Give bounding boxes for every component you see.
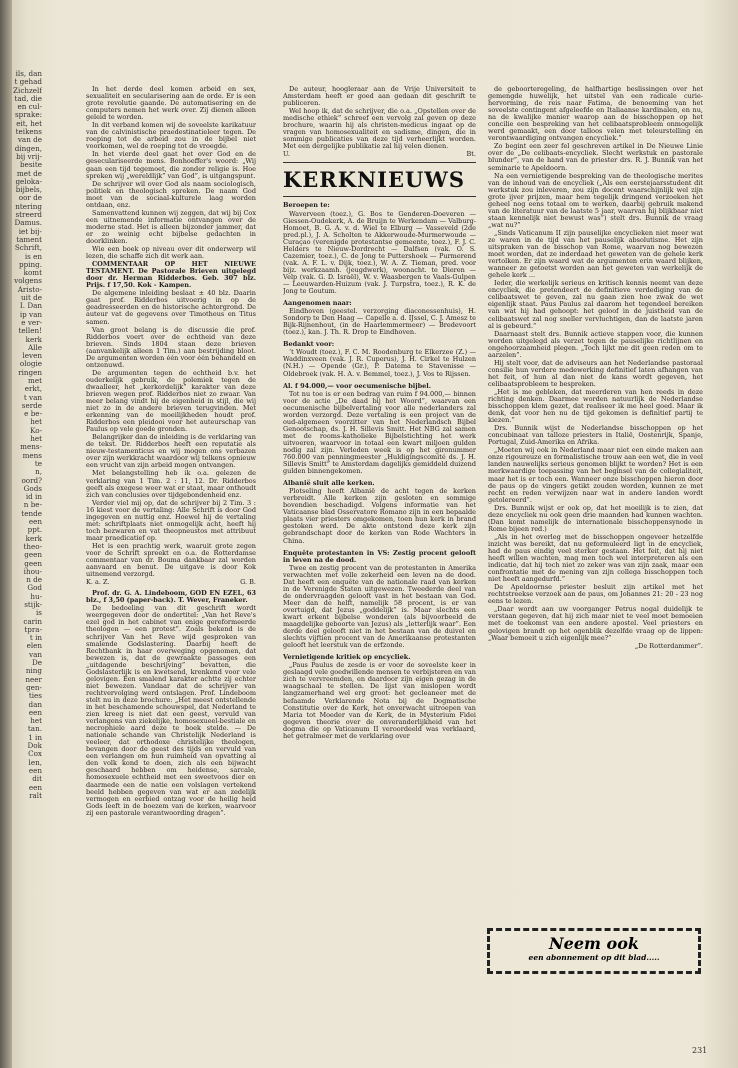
paragraph: Verder viel mij op, dat de schrijver bij 2 Tim. 3 : 16 kiest voor de vertaling: Alle Schrift is door God ingegeven en nuttig enz. Hoewel hij de vertaling met: schriftplaats niet onmogelijk acht, heeft hij toch bezwaren en vat theopneustos met attribuut maar praedicatief op. — [86, 498, 256, 542]
margin-word: gen- — [26, 682, 42, 692]
margin-word: te — [34, 458, 42, 468]
margin-word: mens — [22, 450, 42, 460]
section-heading: KERKNIEUWS — [283, 167, 466, 193]
margin-word: tad, die — [14, 93, 42, 103]
margin-word: dit — [32, 774, 42, 784]
news-subheading: Vernietigende kritiek op encycliek. — [283, 653, 411, 662]
margin-word: tende — [21, 508, 42, 518]
previous-page-margin-text — [12, 70, 42, 1030]
margin-word: erkt, — [24, 384, 42, 394]
margin-word: dingen, — [14, 143, 42, 153]
margin-word: is — [36, 608, 42, 618]
margin-word: dan — [28, 699, 42, 709]
margin-word: iet bij- — [18, 226, 42, 236]
paragraph: Van groot belang is de discussie die prof. Ridderbos voert over de echtheid van deze brieven. Sinds 1804 staan deze brieven (aanvankelijk alleen 1 Tim.) aan bestrijding bloot. De argumenten worden één voor één behandeld en ontzenuwd. — [86, 325, 256, 369]
paragraph: De argumenten tegen de echtheid b.v. het ouderkelijk gebruik, de polemiek tegen de dwaalleer, het „kerkordelijk” karakter van deze brieven wegen prof. Ridderbos niet zo zwaar. Van meer belang vindt hij de eigenheid in stijl, die wij niet zo in de andere brieven terugvinden. Met erkenning van de moeilijkheden houdt prof. Ridderbos een pleidooi voor het auteurschap van Paulus op vele goede gronden. — [86, 368, 256, 434]
news-subheading: Enquête protestanten in VS: Zestig procent gelooft in leven na de dood. — [283, 548, 476, 564]
paragraph: „Het is me gebleken, dat meerderen van hen reeds in deze richting denken. Daarmee worden natuurlijk de Nederlandse bisschoppen klem gezet, dat realiseer ik me heel goed. Maar ik denk, dat voor hen nu de tijd gekomen is definitief partij te kiezen.” — [488, 387, 703, 425]
margin-word: een — [28, 782, 42, 792]
paragraph: De schrijver wil over God als naam sociologisch, politiek en theologisch spreken. De naam God moet van de sociaal-kulturele laag worden ontdaan, enz. — [86, 179, 256, 209]
news-paragraph: Waverveen (toez.), G. Bos te Genderen-Doeveren — Giessen-Oudekerk, A. de Bruijn te Werkendam — Valburg-Homoet, B. G. A. v. d. Wiel te Elburg — Vasseveld (2de pred.pl.), J. A. Scholten te Akkerwoude-Murmerwoude — Curaçao (verenigde protestantse gemeente, toez.), F. J. C. Helders te Nieuw-Dordrecht — Dalfsen (vak. O. S. Cazemier, toez.), C. de Jong te Puttershoek — Purmerend (vak. A. F. L. v. Dijk, toez.), W. A. Z. Tieman, pred. voor bijz. werkzaamh. (jeugdwerk), woonacht. te Dieren — Velp (vak. G. D. Israël), W. v. Waasbergen te Vaals-Gulpen — Leeuwarden-Huizum (vak. J. Turpstra, toez.), R. K. de Jong te Goutum. — [283, 209, 476, 296]
rule — [283, 196, 476, 197]
margin-word: pping. — [18, 259, 42, 269]
margin-word: teikens — [15, 127, 42, 137]
paragraph: Belangrijker dan de inleiding is de verklaring van de tekst. Dr. Ridderbos heeft een reputatie als nieuw-testamenticus en wij mogen ons verbazen over zijn werkkracht waardoor wij telkens opnieuw een vrucht van zijn arbeid mogen ontvangen. — [86, 433, 256, 470]
margin-word: het — [30, 417, 42, 427]
paragraph: Zo begint een zeer fel geschreven artikel in De Nieuwe Linie over de „De celibaats-encycliek. Slecht werkstuk en pastorale blunder”, van de hand van de priester drs. R. J. Bunnik van het seminarie te Apeldoorn. — [488, 142, 703, 172]
paragraph: de geboorteregeling, de halfhartige beslissingen over het gemengde huwelijk, het uitstel van een radicale curie-hervorming, de reis naar Fatima, de benoeming van het soveelste contingent afgeleefde en Italiaanse kardinalen, en nu, na de kwalijke manier waarop aan de bisschoppen op het concilie een bespreking van het celibaatsprobleem onmogelijk werd gemaakt, een door talloos velen met teleurstelling en verontwaardiging ontvangen encycliek.” — [488, 86, 703, 143]
margin-word: I. Dan — [19, 301, 42, 311]
margin-word: van — [29, 649, 42, 659]
news-paragraph: Eindhoven (geestel. verzorging diaconessenhuis), H. Sondorp te Den Haag — Capelle a. d. IJssel, C. J. Amesz te Bijk-Rijnenhout, (in de Haarlemmermeer) — Bredevoort (toez.), kan. J. Th. R. Drop te Eindhoven. — [283, 307, 476, 337]
margin-word: ologie — [19, 359, 42, 369]
margin-word: ties — [28, 691, 42, 701]
margin-word: Alle — [27, 342, 42, 352]
source-attribution: „De Rotterdammer”. — [634, 641, 703, 650]
margin-word: t in — [29, 633, 42, 643]
paragraph: „Als in het overleg met de bisschoppen ongeveer hetzelfde inzicht was bereikt, dat nu geformuleerd ligt in de encycliek, had de paus eindig veel sterker gestaan. Het feit, dat hij niet heeft willen wachten, mag men toch wel interpreteren als een indicatie, dat hij toch niet zo zeker was van zijn zaak, maar een confrontatie met de mening van zijn collega bisschoppen toch niet heeft aangedurfd.” — [488, 532, 703, 584]
news-subheading: Bedankt voor: — [283, 340, 335, 349]
margin-word: Gods — [23, 483, 42, 493]
margin-word: stijk- — [24, 600, 42, 609]
margin-word: carin — [23, 616, 42, 626]
margin-word: het — [30, 434, 42, 444]
margin-word: Dok — [27, 741, 42, 751]
paragraph: Wel hoop ik, dat de schrijver, die o.a. „Opstellen over de medische ethiek” schreef een vervolg zal geven op deze brochure, waarin hij als christen-medicus ingaat op de vragen van homosexualiteit en sadisme, dingen, die in sommige publicaties van deze tijd verheerlijkt worden. Met een dergelijke publikatie zal hij velen dienen. — [283, 107, 476, 151]
page-number: 231 — [692, 1046, 708, 1055]
margin-word: geen — [24, 550, 42, 560]
margin-word: bijbels, — [15, 185, 42, 195]
margin-word: n, — [35, 467, 42, 477]
paragraph: „Sinds Vaticanum II zijn pauselijke encyclieken niet meer wat ze waren in de tijd van het pauselijk absolutisme. Het zijn uitspraken van de bisschop van Rome, waarvan nog bewezen moet worden, dat ze inderdaad het geweten van de gehele kerk vertolken. Er zijn waard wat de argumenten erin waard blijken, wanneer ze getoetst worden aan het geweten van werkelijk de gehele kerk ... — [488, 228, 703, 280]
margin-word: oord? — [21, 475, 42, 485]
margin-word: tan. — [27, 724, 42, 734]
margin-word: en cul- — [17, 102, 42, 112]
paragraph: Hij stelt voor, dat de adviseurs aan het Nederlandse pastoraal consilie hun verdere medewerking definitief laten afhangen van het feit, of hun al dan niet de kans wordt gegeven, het celibaatsprobleem te bespreken. — [488, 358, 703, 388]
paragraph: Drs. Bunnik wijst de Nederlandse bisschoppen op het concubinaat van talloze priesters in Italië, Oostenrijk, Spanje, Portugal, Zuid-Amerika en Afrika. — [488, 424, 703, 447]
rule — [283, 162, 476, 163]
margin-word: elen — [26, 641, 42, 651]
margin-word: met de — [16, 168, 42, 178]
margin-word: oor de — [18, 193, 42, 203]
margin-word: theo- — [23, 541, 42, 551]
news-subheading: Albanië sluit alle kerken. — [283, 479, 375, 488]
news-paragraph: Plotseling heeft Albanië de acht tegen de kerken verbreidt. Alle kerken zijn gesloten en sommige bovendien beschadigd. Volgens informatie van het Vaticaanse blad Osservatore Romano zijn in een bepaalde plaats vier priesters omgekomen, toen hun kerk in brand gestoken werd. De akte ontstond deze kerk zijn gebrandschapt door de kerken van Rode Wachters in China. — [283, 487, 476, 545]
margin-word: 1 in — [28, 732, 42, 742]
margin-word: van de — [17, 135, 42, 145]
margin-word: sprake: — [14, 110, 42, 120]
margin-word: het — [30, 716, 42, 726]
margin-word: n be- — [23, 500, 42, 510]
ad-headline: Neem ook — [549, 934, 639, 953]
margin-word: ip van — [19, 309, 42, 319]
paragraph: De algemene inleiding beslaat ± 40 blz. Daarin gaat prof. Ridderbos uitvoerig in op de geadresseerden en de historische achtergrond. De auteur vat de gegevens over Timotheus en Titus samen. — [86, 289, 256, 326]
signature-left: K. a. Z. — [86, 578, 110, 587]
paragraph: Met belangstelling heb ik o.a. gelezen de verklaring van 1 Tim. 2 : 11, 12. Dr. Ridderbos geeft als exegese weer wat er staat, maar onthoudt zich van conclusies over tijdgebondenheid enz. — [86, 469, 256, 499]
margin-word: ringen — [18, 367, 42, 377]
margin-word: t gehad — [14, 77, 42, 87]
margin-word: n de — [26, 575, 42, 585]
paragraph: Samenvattend kunnen wij zeggen, dat wij bij Cox een uitnemende informatie ontvangen over de moderne stad. Het is alleen bijzonder jammer, dat er zo weinig echt bijbelse gedachten in doorklinken. — [86, 208, 256, 245]
column-middle — [283, 86, 476, 1038]
margin-word: Ko- — [30, 425, 42, 435]
signature-left: U. — [283, 150, 290, 159]
review-signature — [283, 151, 476, 158]
margin-word: ppt. — [27, 525, 42, 535]
margin-word: is en — [24, 251, 42, 261]
margin-word: tpra- — [24, 624, 42, 634]
margin-word: bij vrij- — [16, 151, 42, 161]
margin-word: volgens — [14, 276, 42, 286]
margin-word: t van — [23, 392, 42, 402]
column-left — [86, 86, 256, 1038]
margin-word: Zichzelf — [13, 85, 42, 95]
margin-word: ihou- — [23, 566, 42, 576]
paragraph: De auteur, hoogleraar aan de Vrije Universiteit te Amsterdam heeft er goed aan gedaan dit geschrift te publiceren. — [283, 86, 476, 108]
margin-word: leven — [22, 351, 42, 361]
margin-word: tellen! — [18, 326, 42, 336]
margin-word: Cox — [28, 749, 42, 759]
margin-word: een — [28, 707, 42, 717]
margin-word: Damus. — [14, 218, 42, 228]
margin-word: Schrift, — [14, 243, 42, 253]
margin-word: besite — [20, 160, 42, 170]
news-paragraph: „Paus Paulus de zesde is er voor de soveelste keer in geslaagd vele goedwillende mensen te verbijsteren en van zich te vervreemden, en daardoor zijn eigen gezag in de waagschaal te stellen. De lijst van mislopen wordt langzamerhand wel erg groot: het gecleaneer met de befaamde Verklarende Nota bij de Dogmatische Constitutie over de Kerk, het onverwacht uitroepen van Maria tot Moeder van de Kerk, de in Mysterium Fidei gegeven theorie over de onveranderlijkheid van het dogma die op Vaticanum II veroordeeld was verklaard, het getralmeer met de verklaring over — [283, 661, 476, 740]
review-signature — [86, 579, 256, 586]
paragraph: Daarnaast stelt drs. Bunnik actieve stappen voor, die kunnen worden uitgelegd als verzet tegen de pauselijke richtlijnen en ongehoorzaamheid plegen. „Toch lijkt me dit geen reden om te aarzelen”. — [488, 329, 703, 359]
margin-word: een — [28, 517, 42, 527]
news-paragraph: Tot nu toe is er een bedrag van ruim f 94.000,— binnen voor de actie „De daad bij het Woord”, waarvan een oecumenische bijbelvertaling voor alle nederlanders zal worden verzorgd. Deze vertaling is een project van de oud-algemeen voorzitter van het Nederlandsch Bijbel Genootschap, ds. J. H. Sillevis Smitt. Het NBG zal samen met de rooms-katholieke Bijbelstichting het werk uitvoeren, waarvoor in totaal een kwart miljoen gulden nodig zal zijn. Verleden week is op het gironummer 760.000 van penningmeester „Huldigingscomité ds. J. H. Sillevis Smitt” te Amsterdam dagelijks gemiddeld duizend gulden binnengekomen. — [283, 389, 476, 476]
margin-word: eit, het — [16, 118, 42, 128]
margin-word: Aristo- — [17, 284, 42, 294]
margin-word: uit de — [21, 293, 42, 303]
margin-word: kerk — [25, 334, 42, 344]
column-right — [488, 86, 703, 1038]
signature-right: Bt. — [466, 150, 476, 159]
margin-word: neer — [25, 674, 42, 684]
margin-word: e be- — [24, 409, 42, 419]
review-title: Prof. dr. G. A. Lindeboom, GOD EN EZEL, 63 blz., f 3,50 (paper-back). T. Wever, Franeker. — [86, 589, 256, 605]
paragraph: Na een vernietigende bespreking van de theologische merites van de inhoud van de encycliek („Als een eerstejaarsstudent dit werkstuk zou inleveren, zou zijn docent waarschijnlijk wel zijn grote ijver prijzen, maar hem tegelijk dringend verzoeken het geheel nog eens totaal om te werken, daarbij gebruik makend van de literatuur van de laatste 5 jaar, waarvan hij blijkbaar niet staan kennelijk niet bewust was”) stelt drs. Bunnik de vraag „wat nu?” — [488, 171, 703, 229]
paragraph: Het is een prachtig werk, waaruit grote zegen voor de Schrift spreekt en o.a. de Rotterdamse commentaar van dr. Bouma dankbaar zal worden aanvaard en benut. De uitgave is door Kok uitnemend verzorgd. — [86, 541, 256, 579]
margin-word: geloka- — [15, 176, 42, 186]
paragraph: Wie een boek op niveau over dit onderwerp wil lezen, die schaffe zich dit werk aan. — [86, 245, 256, 261]
margin-word: God — [27, 583, 42, 593]
margin-word: een — [28, 765, 42, 775]
paragraph: De bedoeling van dit geschrift wordt weergegeven door de ondertitel: „Van het Reve's ezel god in het cabinet van enige gereformeerde theologen — een protest”. Zoals bekend is de schrijver Van het Reve wijd gesproken van smalende Godslastering. Daarbij heeft de Rechtbank in haar overweging opgenomen, dat bewezen is, dat de gewraakte passages een „uitdagende beschrijving” bevatten, die Godslasterlijk is en kwetsend, krenkend voor vele gelovigen. Een smalend karakter achtte zij echter niet bewezen. Vandaar dat de schrijver van rechtvervolging werd ontslagen. Prof. Lindeboom stelt nu in deze brochure: „Het meest ontstellende in het beschamende schouwspel, dat Nederland te zien kreeg is niet dat een geest, vervuld van verlangens van ziekelijke, homosexueel-bestiale en necrophiele aard deze te boek stelde. — De nationale schande van Christelijk Nederland is veeleer, dat orthodoxe christelijke theologen, bevangen door de geest des tijds en vervuld van een verlangen om hun ruimheid van opvatting al den volk kond te doen, zich als een bijwacht geschaard hebben om heidense, sarcale, homosexuele echtheid met een sweetvoos dier en daarmede een de natie een volslagen vertekend beeld hebben gegeven van wat er aan zedelijk vermogen en eerbied ontzag voor de heilig heid Gods leeft in de boezem van de kerken, waarvoor zij een pastorale verantwoording dragen”. — [86, 604, 256, 817]
margin-word: komt — [23, 268, 42, 278]
margin-word: serde — [21, 400, 42, 410]
margin-word: ralt — [29, 790, 42, 800]
paragraph: „Moeten wij ook in Nederland maar niet een einde maken aan onze rigoureuze en formalistische trouw aan een wet, die in veel landen nauwelijks serieus genomen blijkt te worden? Het is een merkwaardige toepassing van het beginsel van de collegialiteit, maar het is er toch een. Wanneer onze bisschoppen hieron door de paus op de vingers getikt zouden worden, kunnen ze met recht en reden verwijzen naar wat in andere landen wordt getolereerd”. — [488, 446, 703, 504]
paragraph: In het derde deel komen arbeid en sex, sexualiteit en secularisering aan de orde. Er is een grote revolutie gaande. De automatisering en de computers nemen het werk over. Zij dienen alleen geleid te worden. — [86, 86, 256, 122]
margin-word: len, — [28, 757, 42, 767]
paragraph: „Daar wordt aan uw voorganger Petrus nogal duidelijk te verstaan gegeven, dat hij zich maar niet te veel moet bemoeien met de toekomst van een andere apostel. Veel priesters en gelovigen brandt op het ogenblik dezelfde vraag op de lippen: „Waar bemoeit u zich eigenlijk mee?” — [488, 605, 703, 642]
news-paragraph: Twee en zestig procent van de protestanten in Amerika verwachten met volle zekerheid een leven na de dood. Dat heeft een enquête van de nationale raad van kerken in de Verenigde Staten uitgewezen. Tweederde deel van de ondervraagden gelooft vast in het bestaan van God. Meer dan de helft, namelijk 58 procent, is er van overtuigd, dat Jezus „goddelijk” is. Maar slechts een kwart erkent bijbelse wonderen (als bijvoorbeeld de maagdelijke geboorte van Jezus) als „letterlijk waar”. Een derde deel gelooft niet in het bestaan van de duivel en slechts vijftien procent van de Amerikaanse protestanten gelooft het leerstuk van de erfzonde. — [283, 563, 476, 650]
news-subheading: Aangenomen naar: — [283, 299, 352, 308]
paragraph: De Apeldoornse priester besluit zijn artikel met het rechtstreekse verzoek aan de paus, om Johannes 21: 20 - 23 nog eens te lezen. — [488, 583, 703, 606]
margin-word: De — [31, 658, 42, 668]
margin-word: ils, dan — [15, 70, 42, 78]
paragraph: Ieder, die werkelijk serieus en kritisch kennis neemt van deze encycliek, die pretendeert de definitieve verdediging van de celibaatswet te geven, zal nu gaan zien hoe zwak de wet eigenlijk staat. Paus Paulus zal daarom het tegendeel bereiken van wat hij had gehoopt: het geloof in de juistheid van de celibaatswet zal nog sneller vervluchtigen, dan de laatste jaren al is gebeurd.” — [488, 279, 703, 330]
margin-word: e ver- — [21, 317, 42, 327]
margin-word: tament — [16, 234, 42, 244]
margin-word: ntering — [15, 201, 42, 211]
margin-word: geen — [24, 558, 42, 568]
margin-word: mens- — [20, 442, 42, 452]
margin-word: ning — [25, 666, 42, 676]
margin-word: met — [28, 375, 42, 385]
news-subheading: Al. f 94.000,— voor oecumenische bijbel. — [283, 381, 432, 390]
subscription-ad — [487, 928, 701, 974]
binding-gutter — [0, 0, 12, 1068]
paragraph: In het vierde deel gaat het over God en de geseculariseerde mens. Bonhoeffer's woord: „Wij gaan een tijd tegemoet, die zonder religie is. Hoe spreken wij „wereldlijk” van God”, is uitgangspunt. — [86, 150, 256, 180]
margin-word: id in — [25, 492, 42, 502]
paragraph: Drs. Bunnik wijst er ook op, dat het moeilijk is te zien, dat deze encycliek nu ook geen drie maanden had kunnen wachten. (Dan komt namelijk de internationale bisschoppensynode in Rome bijeen red.) — [488, 503, 703, 533]
news-paragraph: ‘t Woudt (toez.), F. C. M. Roodenburg te Elkerzee (Z.) — Waddinxveen (vak. J. R. Cuperus), J. H. Cirkel te Hulzen (N.H.) — Opende (Gr.), P. Datema te Stavenisse — Oldebroek (vak. H. A. v. Bemmel, toez.), J. Vos te Rijssen. — [283, 348, 476, 378]
signature-right: G. B. — [240, 578, 256, 587]
margin-word: hu- — [30, 591, 42, 601]
margin-word: kerk — [25, 533, 42, 543]
paragraph: In dit verband komen wij de soveelste karikatuur van de calvinistische praedestinatieleer tegen. De roeping tot de arbeid zou in de bijbel niet voorkomen, wel de roeping tot de vroegde. — [86, 121, 256, 151]
news-subheading: Beroepen te: — [283, 201, 330, 210]
review-title: COMMENTAAR OP HET NIEUWE TESTAMENT. De Pastorale Brieven uitgelegd door dr. Herman Ridderbos. Geb. 307 blz. Prijs. f 17,50. Kok - Kampen. — [86, 260, 256, 290]
margin-word: streerd — [15, 210, 42, 220]
ad-subline: een abonnement op dit blad..... — [528, 953, 660, 962]
